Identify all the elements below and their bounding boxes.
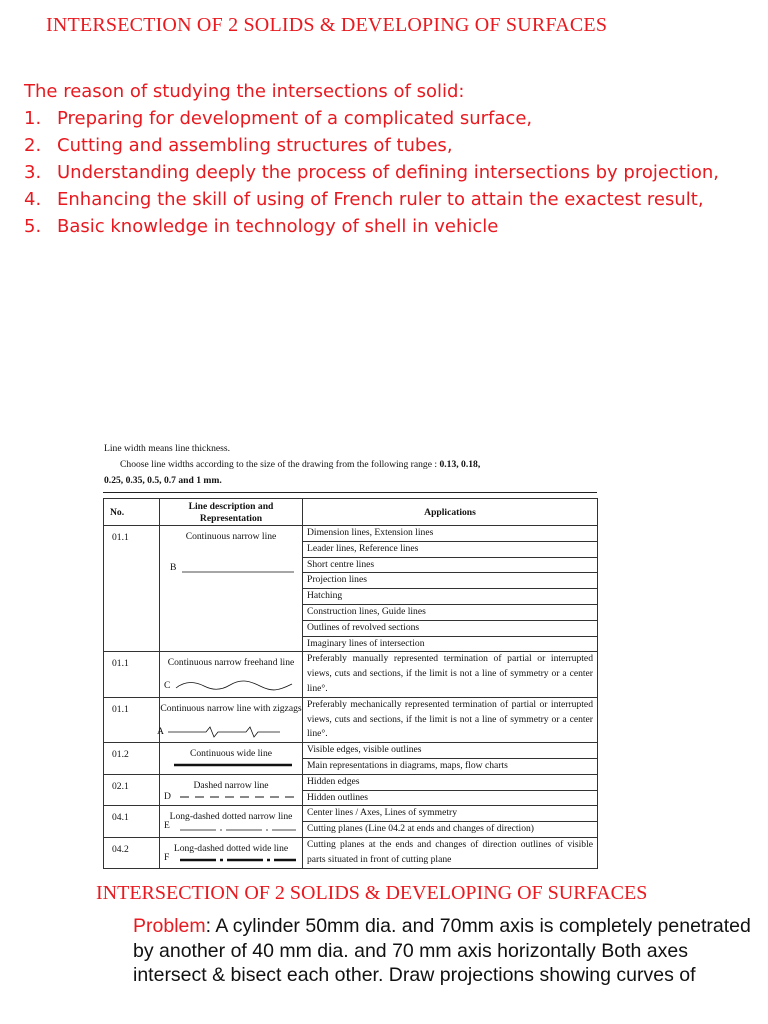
line-types-table — [103, 498, 598, 869]
reasons-intro: The reason of studying the intersections of solid: — [24, 81, 465, 102]
table-row — [104, 697, 598, 742]
row-desc — [160, 743, 303, 775]
line-description: Continuous wide line — [189, 748, 273, 760]
row-number: 04.1 — [104, 806, 160, 838]
application: Outlines of revolved sections — [303, 621, 597, 637]
row-number: 01.2 — [104, 743, 160, 775]
list-item — [24, 213, 764, 240]
table-row — [104, 806, 598, 838]
range-values-continued: 0.25, 0.35, 0.5, 0.7 and 1 mm. — [104, 475, 222, 486]
wide-line-sample — [174, 762, 294, 768]
application: Projection lines — [303, 573, 597, 589]
line-description: Dashed narrow line — [193, 779, 269, 791]
row-desc — [157, 697, 303, 742]
application: Short centre lines — [303, 558, 597, 574]
application: Cutting planes at the ends and changes of direction outlines of visible parts situated in front of cutting plane — [307, 838, 593, 865]
table-row — [104, 837, 598, 868]
list-item — [24, 105, 764, 132]
list-number: 2. — [24, 135, 42, 156]
list-number: 5. — [24, 216, 42, 237]
list-number: 3. — [24, 162, 42, 183]
slide-title: INTERSECTION OF 2 SOLIDS & DEVELOPING OF SURFACES — [46, 14, 608, 36]
application: Hidden outlines — [307, 791, 369, 803]
problem-statement — [133, 914, 753, 988]
header-desc: Line description and Representation — [160, 499, 303, 526]
dashed-line-sample — [180, 793, 298, 801]
application: Hatching — [303, 589, 597, 605]
row-number: 02.1 — [104, 774, 160, 806]
list-text: Cutting and assembling structures of tubes, — [57, 135, 453, 156]
table-row — [104, 743, 598, 775]
application: Visible edges, visible outlines — [303, 743, 597, 759]
problem-label: Problem — [133, 915, 206, 937]
line-description: Continuous narrow line with zigzags — [160, 702, 302, 714]
list-text: Preparing for development of a complicated surface, — [57, 108, 533, 129]
row-apps — [303, 526, 598, 652]
row-desc — [160, 774, 303, 806]
row-apps — [303, 837, 598, 868]
line-description: Continuous narrow freehand line — [167, 657, 295, 669]
header-no: No. — [104, 499, 160, 526]
line-code: C — [164, 680, 171, 692]
line-code: E — [164, 820, 170, 832]
row-apps — [303, 697, 598, 742]
application: Imaginary lines of intersection — [307, 637, 425, 649]
header-apps: Applications — [303, 499, 598, 526]
row-apps — [303, 652, 598, 697]
table-header-row — [104, 499, 598, 526]
zigzag-line-sample — [168, 726, 283, 738]
line-description: Continuous narrow line — [185, 531, 277, 542]
list-text: Basic knowledge in technology of shell in vehicle — [57, 216, 499, 237]
list-text: Understanding deeply the process of defining intersections by projection, — [57, 162, 720, 183]
table-row — [104, 652, 598, 697]
row-desc — [160, 652, 303, 697]
list-item — [24, 186, 764, 213]
application: Main representations in diagrams, maps, flow charts — [307, 759, 508, 771]
list-item — [24, 159, 764, 186]
line-width-note: Line width means line thickness. — [104, 443, 231, 454]
line-code: A — [157, 725, 164, 737]
application: Preferably manually represented termination of partial or interrupted views, cuts and sections, if the limit is not a line of symmetry or a center line°. — [307, 653, 593, 694]
line-code: D — [164, 790, 171, 802]
application: Hidden edges — [303, 775, 597, 791]
line-width-range-note — [120, 459, 480, 470]
line-description: Long-dashed dotted wide line — [173, 842, 289, 854]
range-intro: Choose line widths according to the size of the drawing from the following range : — [120, 459, 438, 470]
list-text: Enhancing the skill of using of French ruler to attain the exactest result, — [57, 189, 704, 210]
application: Preferably mechanically represented termination of partial or interrupted views, cuts and sections, if the limit is not a line of symmetry or a center line°. — [307, 698, 593, 740]
top-rule — [103, 492, 597, 493]
line-description: Long-dashed dotted narrow line — [169, 811, 293, 823]
application: Cutting planes (Line 04.2 at ends and changes of direction) — [307, 823, 534, 835]
list-item — [24, 132, 764, 159]
list-number: 4. — [24, 189, 42, 210]
row-desc — [160, 837, 303, 868]
dash-dot-narrow-line-sample — [180, 826, 298, 834]
row-number: 01.1 — [104, 697, 160, 742]
application: Construction lines, Guide lines — [303, 605, 597, 621]
table-row — [104, 526, 598, 652]
problem-text: : A cylinder 50mm dia. and 70mm axis is completely penetrated by another of 40 mm dia. and 70 mm axis horizontally Both axes intersect & bisect each other. Draw projections showing curves of — [133, 915, 751, 986]
line-code: F — [164, 851, 170, 863]
row-number: 01.1 — [104, 652, 160, 697]
row-number: 04.2 — [104, 837, 160, 868]
application: Dimension lines, Extension lines — [303, 526, 597, 542]
row-desc — [160, 806, 303, 838]
row-apps — [303, 743, 598, 775]
row-apps — [303, 806, 598, 838]
freehand-line-sample — [174, 680, 294, 692]
continuous-narrow-line-sample — [182, 566, 297, 574]
dash-dot-wide-line-sample — [180, 856, 298, 864]
row-number: 01.1 — [104, 526, 160, 652]
reasons-list — [24, 78, 764, 240]
table-row — [104, 774, 598, 806]
row-apps — [303, 774, 598, 806]
row-desc — [160, 526, 303, 652]
application: Leader lines, Reference lines — [303, 542, 597, 558]
range-values: 0.13, 0.18, — [439, 459, 481, 470]
list-number: 1. — [24, 108, 42, 129]
application: Center lines / Axes, Lines of symmetry — [303, 806, 597, 822]
line-code: B — [170, 562, 177, 573]
slide-title-2: INTERSECTION OF 2 SOLIDS & DEVELOPING OF SURFACES — [96, 882, 648, 904]
